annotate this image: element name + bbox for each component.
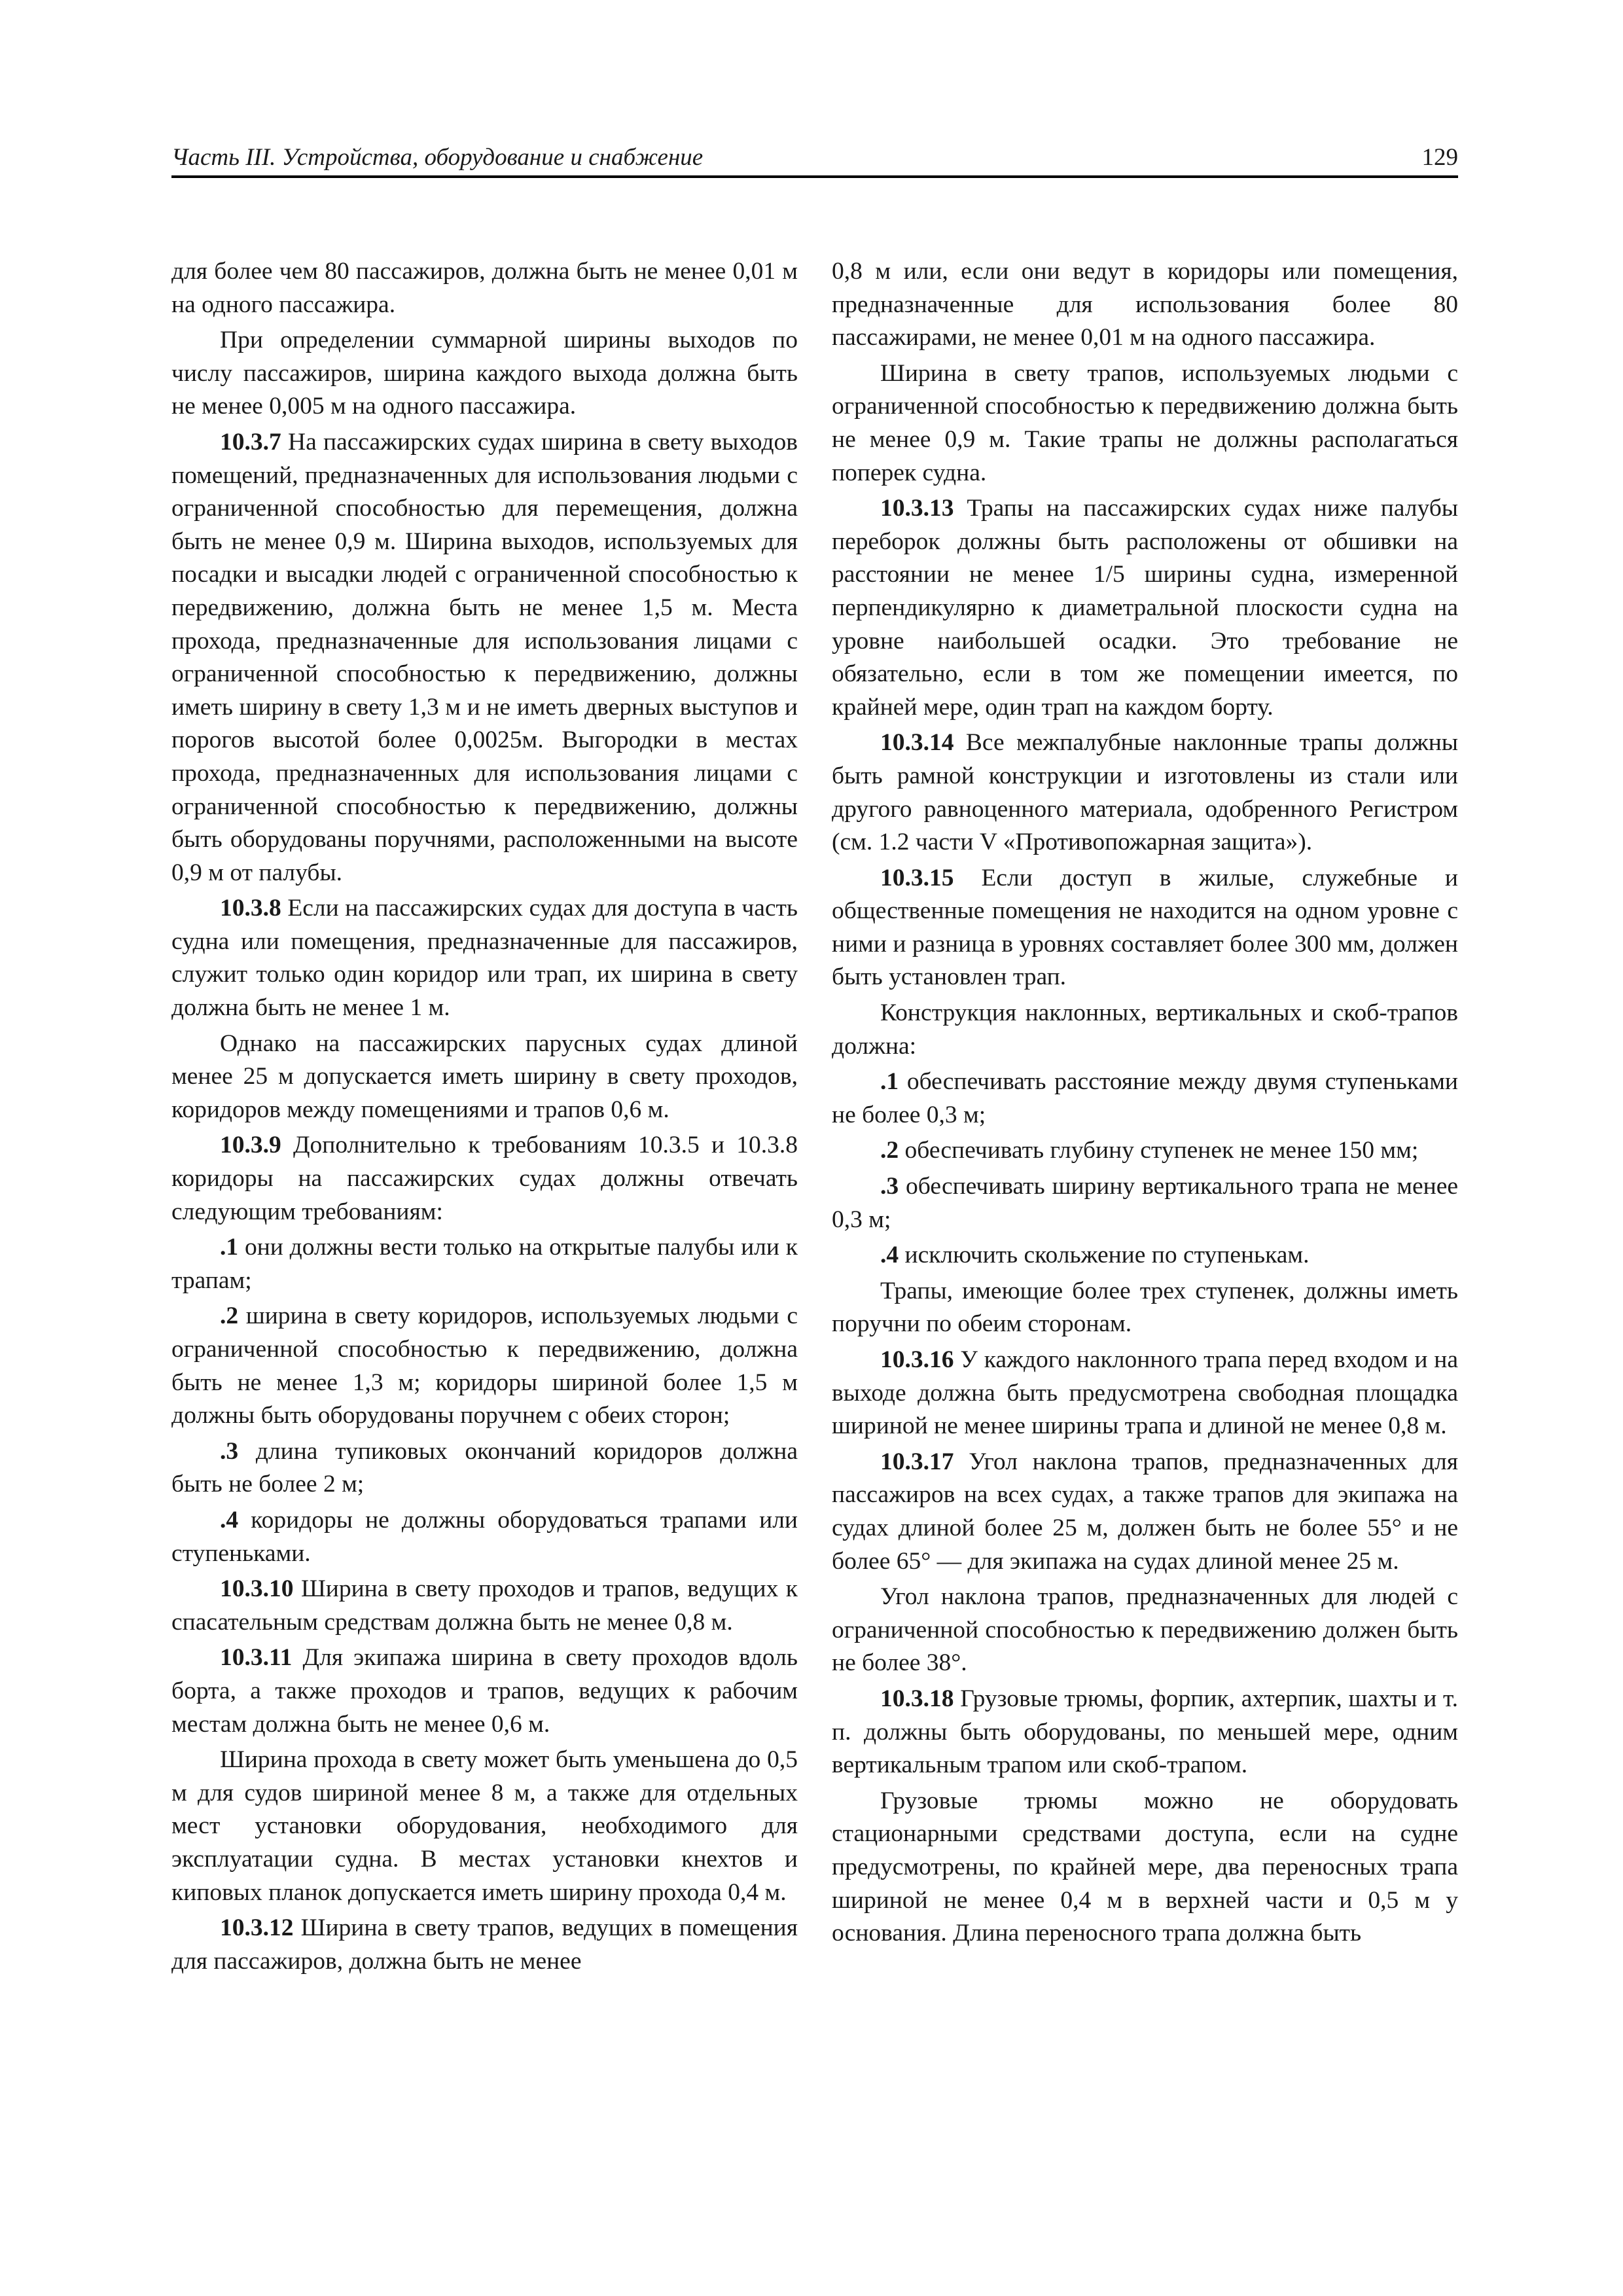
clause-number: 10.3.11 [220, 1644, 293, 1672]
paragraph: 10.3.18 Грузовые трюмы, форпик, ахтерпик, шахты и т. п. должны быть оборудованы, по меньшей мере, одним вертикальным трапом или скоб-трапом. [832, 1685, 1458, 1779]
list-item: .3 обеспечивать ширину вертикального трапа не менее 0,3 м; [832, 1173, 1458, 1233]
clause-number: 10.3.14 [880, 729, 954, 757]
item-number: .2 [220, 1302, 239, 1330]
item-number: .3 [880, 1173, 899, 1200]
item-number: .3 [220, 1437, 239, 1465]
list-item: .4 исключить скольжение по ступенькам. [880, 1242, 1310, 1269]
clause-number: 10.3.18 [880, 1685, 954, 1712]
list-item: .4 коридоры не должны оборудоваться трапами или ступеньками. [171, 1506, 798, 1567]
paragraph: Ширина в свету трапов, используемых людьми с ограниченной способностью к передвижению должна быть не менее 0,9 м. Такие трапы не должны располагаться поперек судна. [832, 359, 1458, 486]
paragraph: Конструкция наклонных, вертикальных и скоб-трапов должна: [832, 999, 1458, 1060]
list-item: .2 ширина в свету коридоров, используемых людьми с ограниченной способностью к передвижению, должна быть не менее 1,3 м; коридоры шириной более 1,5 м должны быть оборудованы поручнем с обеих сторон; [171, 1302, 798, 1429]
paragraph: 10.3.14 Все межпалубные наклонные трапы должны быть рамной конструкции и изготовлены из стали или другого равноценного материала, одобренного Регистром (см. 1.2 части V «Противопожарная защита»). [832, 729, 1458, 856]
clause-number: 10.3.10 [220, 1575, 294, 1603]
clause-number: 10.3.12 [220, 1914, 294, 1942]
paragraph: При определении суммарной ширины выходов по числу пассажиров, ширина каждого выхода должна быть не менее 0,005 м на одного пассажира. [171, 327, 798, 420]
paragraph: 10.3.17 Угол наклона трапов, предназначенных для пассажиров на всех судах, а также трапов для экипажа на судах длиной более 25 м, должен быть не более 55° и не более 65° — для экипажа на судах длиной менее 25 м. [832, 1448, 1458, 1575]
item-number: .4 [220, 1506, 239, 1534]
left-column [171, 255, 798, 1981]
paragraph: 10.3.12 Ширина в свету трапов, ведущих в помещения для пассажиров, должна быть не менее [171, 1914, 798, 1975]
clause-number: 10.3.9 [220, 1132, 281, 1159]
clause-number: 10.3.8 [220, 895, 281, 922]
paragraph: 10.3.9 Дополнительно к требованиям 10.3.5 и 10.3.8 коридоры на пассажирских судах должны отвечать следующим требованиям: [171, 1132, 798, 1225]
paragraph: 10.3.16 У каждого наклонного трапа перед входом и на выходе должна быть предусмотрена свободная площадка шириной не менее ширины трапа и длиной не менее 0,8 м. [832, 1346, 1458, 1440]
clause-number: 10.3.17 [880, 1448, 954, 1475]
item-number: .2 [880, 1137, 899, 1164]
right-column [832, 255, 1458, 1953]
paragraph: Однако на пассажирских парусных судах длиной менее 25 м допускается иметь ширину в свету проходов, коридоров между помещениями и трапов 0,6 м. [171, 1030, 798, 1123]
paragraph: для более чем 80 пассажиров, должна быть не менее 0,01 м на одного пассажира. [171, 258, 798, 318]
paragraph: 10.3.11 Для экипажа ширина в свету проходов вдоль борта, а также проходов и трапов, ведущих к рабочим местам должна быть не менее 0,6 м. [171, 1644, 798, 1738]
paragraph: Трапы, имеющие более трех ступенек, должны иметь поручни по обеим сторонам. [832, 1277, 1458, 1338]
clause-number: 10.3.16 [880, 1346, 954, 1373]
paragraph: 10.3.7 На пассажирских судах ширина в свету выходов помещений, предназначенных для использования людьми с ограниченной способностью для перемещения, должна быть не менее 0,9 м. Ширина выходов, используемых для посадки и высадки людей с ограниченной способностью к передвижению, должна быть не менее 1,5 м. Места прохода, предназначенные для использования лицами с ограниченной способностью к передвижению, должны иметь ширину в свету 1,3 м и не иметь дверных выступов и порогов высотой более 0,0025м. Выгородки в местах прохода, предназначенных для использования лицами с ограниченной способностью к передвижению, должны быть оборудованы поручнями, расположенными на высоте 0,9 м от палубы. [171, 428, 798, 886]
paragraph: 10.3.13 Трапы на пассажирских судах ниже палубы переборок должны быть расположены от обшивки на расстоянии не менее 1/5 ширины судна, измеренной перпендикулярно к диаметральной плоскости судна на уровне наибольшей осадки. Это требование не обязательно, если в том же помещении имеется, по крайней мере, один трап на каждом борту. [832, 495, 1458, 721]
item-number: .4 [880, 1242, 899, 1269]
paragraph: 0,8 м или, если они ведут в коридоры или помещения, предназначенные для использования более 80 пассажирами, не менее 0,01 м на одного пассажира. [832, 258, 1458, 351]
paragraph: Ширина прохода в свету может быть уменьшена до 0,5 м для судов шириной менее 8 м, а также для отдельных мест установки оборудования, необходимого для эксплуатации судна. В местах установки кнехтов и киповых планок допускается иметь ширину прохода 0,4 м. [171, 1746, 798, 1906]
header-title: Часть III. Устройства, оборудование и снабжение [171, 144, 704, 171]
list-item: .1 они должны вести только на открытые палубы или к трапам; [171, 1234, 798, 1294]
paragraph: 10.3.8 Если на пассажирских судах для доступа в часть судна или помещения, предназначенные для пассажиров, служит только один коридор или трап, их ширина в свету должна быть не менее 1 м. [171, 895, 798, 1022]
clause-number: 10.3.13 [880, 495, 954, 522]
paragraph: 10.3.10 Ширина в свету проходов и трапов, ведущих к спасательным средствам должна быть не менее 0,8 м. [171, 1575, 798, 1636]
paragraph: Грузовые трюмы можно не оборудовать стационарными средствами доступа, если на судне предусмотрены, по крайней мере, два переносных трапа шириной не менее 0,4 м в верхней части и 0,5 м у основания. Длина переносного трапа должна быть [832, 1787, 1458, 1947]
clause-number: 10.3.7 [220, 428, 281, 456]
clause-number: 10.3.15 [880, 864, 954, 891]
running-header [171, 139, 1458, 178]
page-number: 129 [1421, 144, 1458, 171]
list-item: .2 обеспечивать глубину ступенек не менее 150 мм; [880, 1137, 1419, 1164]
list-item: .1 обеспечивать расстояние между двумя ступеньками не более 0,3 м; [832, 1068, 1458, 1128]
paragraph: Угол наклона трапов, предназначенных для людей с ограниченной способностью к передвижению должен быть не более 38°. [832, 1583, 1458, 1677]
item-number: .1 [220, 1234, 239, 1261]
paragraph: 10.3.15 Если доступ в жилые, служебные и общественные помещения не находится на одном уровне с ними и разница в уровнях составляет более 300 мм, должен быть установлен трап. [832, 864, 1458, 991]
item-number: .1 [880, 1068, 899, 1096]
list-item: .3 длина тупиковых окончаний коридоров должна быть не более 2 м; [171, 1437, 798, 1498]
